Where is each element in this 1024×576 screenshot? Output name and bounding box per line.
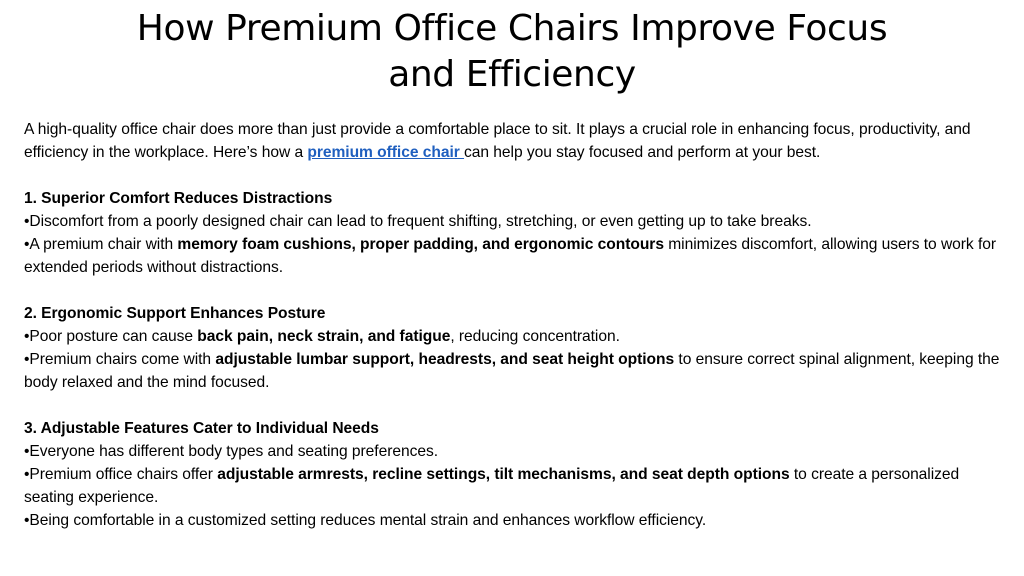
bullet-bold-text: adjustable armrests, recline settings, tilt mechanisms, and seat depth options (217, 466, 790, 483)
bullet-text: •Premium office chairs offer (24, 466, 218, 483)
bullet-text: , reducing concentration. (450, 328, 620, 345)
bullet-text: to ensure correct spinal alignment, keeping the body relaxed and the mind focused. (24, 351, 1000, 391)
section-3-bullet-1 (24, 440, 1000, 463)
slide-body (24, 118, 1000, 532)
bullet-text: to create a personalized seating experience. (24, 466, 960, 506)
intro-text-after-link: can help you stay focused and perform at your best. (464, 144, 821, 161)
section-2-bullet-1 (24, 325, 1000, 348)
spacer (24, 279, 1000, 302)
bullet-text: •Everyone has different body types and seating preferences. (24, 443, 438, 460)
title-line-1: How Premium Office Chairs Improve Focus (136, 8, 888, 49)
section-3-bullet-2 (24, 463, 1000, 509)
bullet-bold-text: back pain, neck strain, and fatigue (197, 328, 451, 345)
bullet-text: •A premium chair with (24, 236, 178, 253)
section-3-bullet-3 (24, 509, 1000, 532)
page-title (60, 6, 964, 98)
bullet-text: •Premium chairs come with (24, 351, 216, 368)
intro-paragraph (24, 118, 1000, 164)
intro-text-before-link: A high-quality office chair does more than just provide a comfortable place to sit. It plays a crucial role in enhancing focus, productivity, and efficiency in the workplace. Here’s how a (24, 121, 971, 161)
section-1-bullet-2 (24, 233, 1000, 279)
bullet-bold-text: memory foam cushions, proper padding, and ergonomic contours (177, 236, 664, 253)
section-2-heading: 2. Ergonomic Support Enhances Posture (24, 305, 326, 322)
spacer (24, 164, 1000, 187)
title-line-2: and Efficiency (388, 54, 636, 95)
bullet-text: •Discomfort from a poorly designed chair can lead to frequent shifting, stretching, or even getting up to take breaks. (24, 213, 812, 230)
bullet-bold-text: adjustable lumbar support, headrests, and seat height options (215, 351, 675, 368)
bullet-text: •Being comfortable in a customized setting reduces mental strain and enhances workflow efficiency. (24, 512, 707, 529)
spacer (24, 394, 1000, 417)
section-2-bullet-2 (24, 348, 1000, 394)
bullet-text: minimizes discomfort, allowing users to work for extended periods without distractions. (24, 236, 997, 276)
bullet-text: •Poor posture can cause (24, 328, 198, 345)
section-1-heading: 1. Superior Comfort Reduces Distractions (24, 190, 333, 207)
section-3-heading: 3. Adjustable Features Cater to Individual Needs (24, 420, 379, 437)
section-1-bullet-1 (24, 210, 1000, 233)
premium-office-chair-link[interactable]: premium office chair (307, 144, 465, 161)
